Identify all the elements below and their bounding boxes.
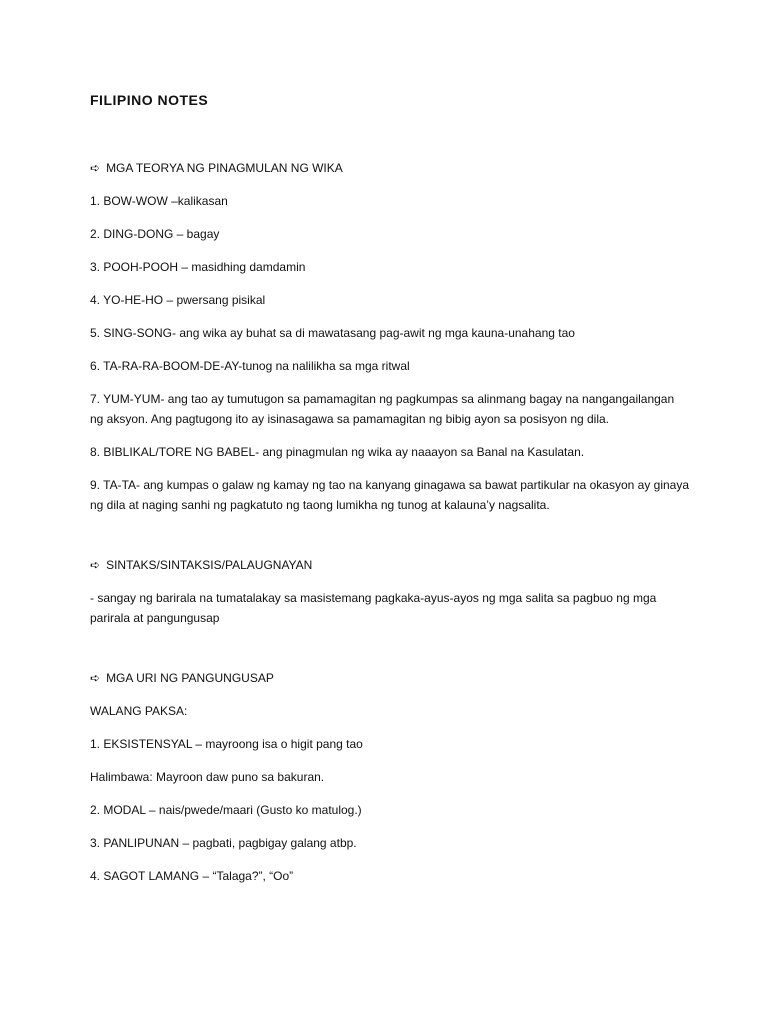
list-item: 1. EKSISTENSYAL – mayroong isa o higit pang tao [90, 737, 363, 751]
arrow-bullet-icon: ➪ [90, 558, 101, 572]
list-item: 5. SING-SONG- ang wika ay buhat sa di mawatasang pag-awit ng mga kauna-unahang tao [90, 326, 575, 340]
spacer [90, 641, 690, 668]
arrow-bullet-icon: ➪ [90, 161, 101, 175]
document-body [90, 158, 690, 899]
list-item: 3. POOH-POOH – masidhing damdamin [90, 260, 306, 274]
example-text: Halimbawa: Mayroon daw puno sa bakuran. [90, 770, 325, 784]
definition-text: - sangay ng barirala na tumatalakay sa masistemang pagkaka-ayus-ayos ng mga salita sa pagbuo ng mga parirala at pangungusap [90, 591, 657, 625]
spacer [90, 528, 690, 555]
section-heading-sintaks [90, 555, 690, 575]
list-item: 4. SAGOT LAMANG – “Talaga?”, “Oo” [90, 869, 294, 883]
section-heading-text: SINTAKS/SINTAKSIS/PALAUGNAYAN [106, 558, 313, 572]
list-item: 9. TA-TA- ang kumpas o galaw ng kamay ng tao na kanyang ginagawa sa bawat partikular na okasyon ay ginaya ng dila at naging sanhi ng pagkatuto ng taong lumikha ng tunog at kalauna’y nagsalita. [90, 478, 690, 512]
subheading: WALANG PAKSA: [90, 704, 188, 718]
list-item: 6. TA-RA-RA-BOOM-DE-AY-tunog na nalilikha sa mga ritwal [90, 359, 410, 373]
list-item: 7. YUM-YUM- ang tao ay tumutugon sa pamamagitan ng pagkumpas sa alinmang bagay na nangangailangan ng aksyon. Ang pagtugong ito ay isinasagawa sa pamamagitan ng bibig ayon sa posisyon ng dila. [90, 392, 675, 426]
section-heading-text: MGA URI NG PANGUNGUSAP [106, 671, 274, 685]
section-heading-teorya [90, 158, 690, 178]
list-item: 3. PANLIPUNAN – pagbati, pagbigay galang atbp. [90, 836, 357, 850]
section-heading-text: MGA TEORYA NG PINAGMULAN NG WIKA [106, 161, 343, 175]
arrow-bullet-icon: ➪ [90, 671, 101, 685]
section-heading-uri [90, 668, 690, 688]
list-item: 4. YO-HE-HO – pwersang pisikal [90, 293, 266, 307]
list-item: 2. DING-DONG – bagay [90, 227, 220, 241]
list-item: 8. BIBLIKAL/TORE NG BABEL- ang pinagmulan ng wika ay naaayon sa Banal na Kasulatan. [90, 445, 585, 459]
page-title: FILIPINO NOTES [90, 92, 209, 108]
list-item: 1. BOW-WOW –kalikasan [90, 194, 228, 208]
list-item: 2. MODAL – nais/pwede/maari (Gusto ko matulog.) [90, 803, 362, 817]
